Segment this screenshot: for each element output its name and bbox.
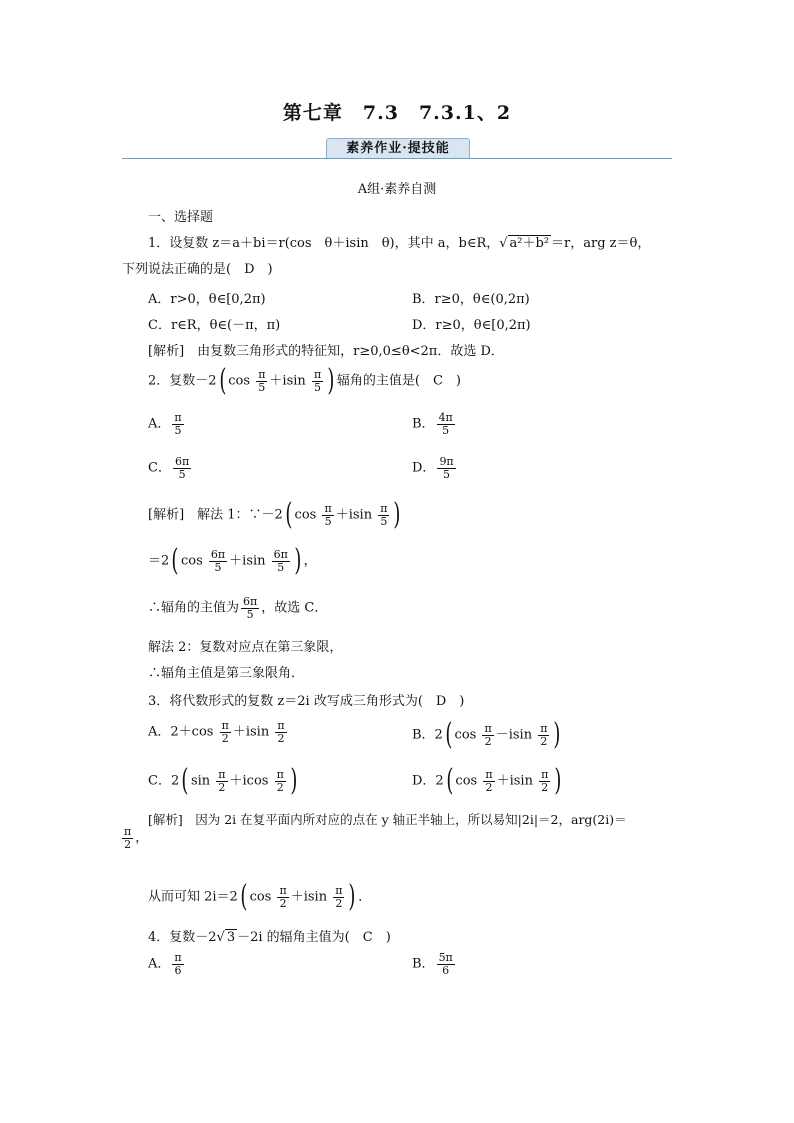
option-label: A． bbox=[148, 956, 171, 972]
q3-analysis: [解析] 因为 2i 在复平面内所对应的点在 y 轴正半轴上，所以易知|2i|＝2，arg(2i)＝ bbox=[148, 812, 627, 827]
fraction bbox=[333, 885, 344, 909]
option-text: B．2 bbox=[412, 727, 443, 743]
numerator: 9π bbox=[439, 455, 454, 468]
divider bbox=[122, 158, 672, 159]
denominator: 6 bbox=[172, 964, 183, 977]
left-paren: ( bbox=[218, 363, 226, 398]
question-4-stem bbox=[148, 926, 391, 945]
sqrt-icon: √ bbox=[499, 236, 508, 251]
denominator: 5 bbox=[272, 561, 290, 574]
page-title: 第七章 7.3 7.3.1、2 bbox=[282, 102, 512, 124]
question-2-stem bbox=[148, 363, 461, 398]
denominator: 2 bbox=[275, 781, 286, 794]
numerator: 6π bbox=[174, 455, 190, 468]
left-paren: ( bbox=[240, 879, 248, 914]
denominator: 5 bbox=[172, 424, 183, 437]
q3-option-c bbox=[148, 763, 300, 798]
q1-sqrt-expr: a²＋b² bbox=[509, 236, 550, 251]
option-text: ＋isin bbox=[496, 773, 533, 789]
left-paren: ( bbox=[285, 497, 293, 532]
option-label: C． bbox=[148, 460, 171, 476]
comma: ， bbox=[135, 830, 149, 846]
option-text: ＋icos bbox=[229, 773, 269, 789]
numerator: π bbox=[484, 721, 492, 735]
q2-analysis-line-2 bbox=[148, 543, 317, 578]
numerator: π bbox=[221, 719, 229, 732]
q1-stem-part-a: 1．设复数 z＝a＋bi＝r(cos θ＋isin θ)，其中 a，b∈R， bbox=[148, 236, 500, 251]
right-paren: ) bbox=[348, 879, 356, 914]
denominator: 5 bbox=[209, 561, 227, 574]
option-text: ＋isin bbox=[290, 889, 328, 905]
fraction bbox=[122, 826, 133, 850]
isin-text: ＋isin bbox=[229, 553, 266, 569]
q1-option-b: B．r≥0，θ∈(0,2π) bbox=[412, 292, 530, 307]
denominator: 2 bbox=[216, 781, 227, 794]
option-label: D． bbox=[412, 460, 436, 476]
denominator: 5 bbox=[256, 381, 267, 394]
q4-stem-part-a: 4．复数－2 bbox=[148, 930, 217, 945]
q2-isin: ＋isin bbox=[269, 373, 306, 389]
isin-text: ＋isin bbox=[335, 507, 373, 523]
option-text: D．2 bbox=[412, 773, 444, 789]
cos-text: cos bbox=[249, 889, 272, 905]
q2-option-c bbox=[148, 456, 193, 480]
comma: ， bbox=[303, 553, 317, 569]
q2-option-a bbox=[148, 412, 186, 436]
question-1-stem bbox=[148, 232, 650, 251]
right-paren: ) bbox=[294, 543, 302, 578]
denominator: 5 bbox=[241, 608, 259, 621]
q2-stem-prefix: 2．复数－2 bbox=[148, 373, 217, 389]
denominator: 2 bbox=[482, 735, 493, 748]
numerator: π bbox=[218, 767, 226, 781]
fraction bbox=[172, 952, 183, 976]
cos-text: cos bbox=[294, 507, 317, 523]
fraction bbox=[538, 723, 549, 747]
denominator: 5 bbox=[322, 515, 333, 528]
numerator: π bbox=[313, 367, 322, 381]
denominator: 2 bbox=[122, 838, 133, 851]
denominator: 2 bbox=[333, 897, 344, 910]
numerator: π bbox=[277, 719, 285, 732]
numerator: 6π bbox=[210, 547, 226, 561]
q1-option-a: A．r>0，θ∈[0,2π) bbox=[148, 292, 266, 307]
option-label: B． bbox=[412, 956, 435, 972]
cos-text: cos bbox=[455, 773, 478, 789]
q2-analysis-line-3 bbox=[148, 596, 327, 620]
right-paren: ) bbox=[553, 717, 561, 752]
denominator: 5 bbox=[378, 515, 389, 528]
numerator: π bbox=[485, 767, 493, 781]
fraction bbox=[437, 952, 455, 976]
numerator: π bbox=[174, 411, 182, 424]
left-paren: ( bbox=[171, 543, 179, 578]
analysis-prefix: [解析] 解法 1：∵－2 bbox=[148, 507, 283, 523]
numerator: π bbox=[540, 721, 548, 735]
right-paren: ) bbox=[554, 763, 562, 798]
group-heading: A组·素养自测 bbox=[357, 182, 437, 197]
q3-analysis-cont bbox=[120, 826, 148, 850]
denominator: 2 bbox=[538, 735, 549, 748]
period: ． bbox=[358, 889, 372, 905]
q3-option-d bbox=[412, 763, 564, 798]
denominator: 5 bbox=[437, 468, 455, 481]
fraction bbox=[173, 456, 191, 480]
fraction bbox=[216, 769, 227, 793]
q2-stem-suffix: 辐角的主值是( C ) bbox=[336, 373, 461, 389]
fraction bbox=[312, 369, 323, 393]
denominator: 2 bbox=[220, 732, 231, 745]
q4-option-a bbox=[148, 952, 186, 976]
option-text: －isin bbox=[495, 727, 533, 743]
q3-option-a bbox=[148, 720, 289, 744]
fraction bbox=[539, 769, 550, 793]
numerator: 5π bbox=[438, 951, 453, 964]
q2-method-2: 解法 2：复数对应点在第三象限， bbox=[148, 640, 343, 655]
q4-option-b bbox=[412, 952, 457, 976]
option-label: B． bbox=[412, 416, 435, 432]
q2-cos: cos bbox=[228, 373, 251, 389]
q1-option-d: D．r≥0，θ∈[0,2π) bbox=[412, 318, 531, 333]
fraction bbox=[483, 769, 494, 793]
question-1-stem-cont: 下列说法正确的是( D ) bbox=[122, 262, 273, 277]
therefore-text: ∴辐角的主值为 bbox=[148, 600, 240, 616]
numerator: 6π bbox=[273, 547, 288, 561]
left-paren: ( bbox=[446, 763, 454, 798]
q2-analysis-line-1 bbox=[148, 497, 403, 532]
option-text: C．2 bbox=[148, 773, 180, 789]
q4-stem-part-b: －2i 的辐角主值为( C ) bbox=[237, 930, 391, 945]
q1-stem-part-b: ＝r，arg z＝θ， bbox=[551, 236, 651, 251]
q1-option-c: C．r∈R，θ∈(－π，π) bbox=[148, 318, 281, 333]
conclusion-text: ，故选 C． bbox=[261, 600, 328, 616]
question-3-stem: 3．将代数形式的复数 z＝2i 改写成三角形式为( D ) bbox=[148, 694, 465, 709]
numerator: π bbox=[541, 767, 549, 781]
option-text: A．2＋cos bbox=[148, 724, 214, 740]
denominator: 2 bbox=[275, 732, 286, 745]
denominator: 6 bbox=[437, 964, 455, 977]
left-paren: ( bbox=[181, 763, 189, 798]
numerator: π bbox=[324, 501, 332, 515]
left-paren: ( bbox=[445, 717, 453, 752]
numerator: π bbox=[380, 501, 388, 515]
fraction bbox=[275, 720, 286, 744]
numerator: π bbox=[335, 883, 343, 897]
q3-conclusion bbox=[148, 879, 372, 914]
right-paren: ) bbox=[393, 497, 401, 532]
fraction bbox=[272, 549, 290, 573]
fraction bbox=[378, 503, 389, 527]
fraction bbox=[277, 885, 288, 909]
cos-text: cos bbox=[181, 553, 203, 569]
fraction bbox=[482, 723, 493, 747]
option-text: ＋isin bbox=[232, 724, 270, 740]
sqrt-icon: √ bbox=[216, 930, 225, 945]
denominator: 5 bbox=[173, 468, 191, 481]
q4-sqrt-value: 3 bbox=[226, 930, 236, 945]
numerator: 6π bbox=[243, 595, 258, 608]
fraction bbox=[437, 456, 455, 480]
denominator: 2 bbox=[483, 781, 494, 794]
numerator: π bbox=[174, 951, 182, 964]
right-paren: ) bbox=[327, 363, 335, 398]
fraction bbox=[256, 369, 267, 393]
fraction bbox=[437, 412, 455, 436]
fraction bbox=[172, 412, 183, 436]
fraction bbox=[241, 596, 259, 620]
cos-text: cos bbox=[454, 727, 477, 743]
sin-text: sin bbox=[190, 773, 211, 789]
conclusion-text: 从而可知 2i＝2 bbox=[148, 889, 238, 905]
numerator: π bbox=[279, 883, 287, 897]
option-label: A． bbox=[148, 416, 171, 432]
right-paren: ) bbox=[290, 763, 298, 798]
q2-option-b bbox=[412, 412, 457, 436]
q3-option-b bbox=[412, 717, 563, 752]
numerator: 4π bbox=[438, 411, 453, 424]
numerator: π bbox=[258, 367, 266, 381]
denominator: 2 bbox=[539, 781, 550, 794]
denominator: 5 bbox=[312, 381, 323, 394]
section-banner: 素养作业·提技能 bbox=[326, 138, 470, 159]
q2-method-2-conclusion: ∴辐角主值是第三象限角． bbox=[148, 666, 305, 681]
denominator: 5 bbox=[437, 424, 455, 437]
q1-analysis: [解析] 由复数三角形式的特征知，r≥0,0≤θ<2π．故选 D． bbox=[148, 344, 504, 359]
denominator: 2 bbox=[277, 897, 288, 910]
section-heading: 一、选择题 bbox=[148, 210, 214, 225]
numerator: π bbox=[124, 825, 132, 838]
fraction bbox=[275, 769, 286, 793]
fraction bbox=[322, 503, 333, 527]
equals-prefix: ＝2 bbox=[148, 553, 170, 569]
fraction bbox=[209, 549, 227, 573]
fraction bbox=[220, 720, 231, 744]
q2-option-d bbox=[412, 456, 458, 480]
numerator: π bbox=[276, 767, 284, 781]
